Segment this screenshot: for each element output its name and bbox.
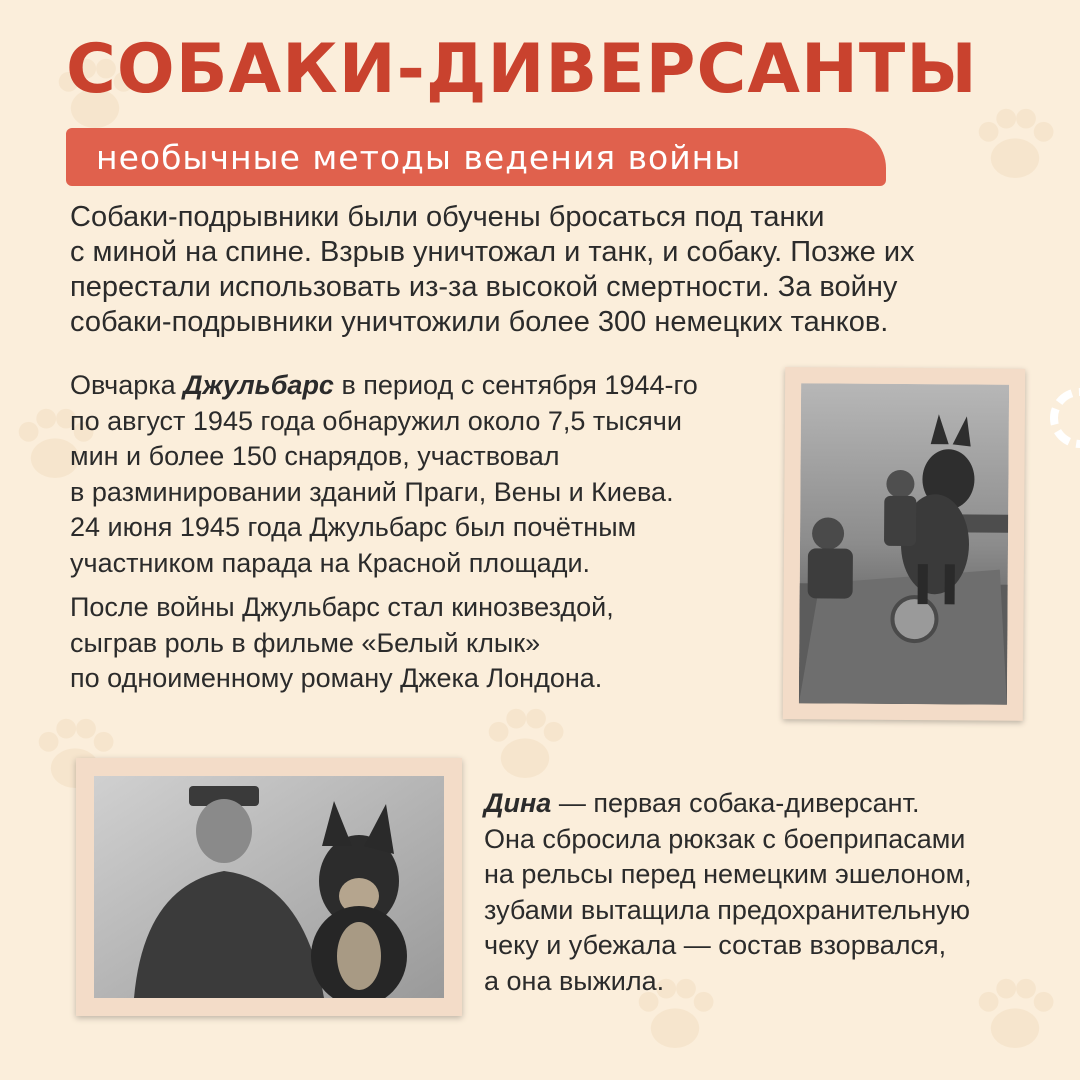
subtitle-banner (66, 128, 886, 186)
text-span: Овчарка (70, 370, 184, 400)
photo-dina-with-soldier (76, 758, 462, 1016)
dina-line: зубами вытащила предохранительную (484, 894, 970, 925)
paw-print-icon (470, 690, 580, 800)
dzhulbars-line: 24 июня 1945 года Джульбарс был почётным (70, 512, 637, 542)
photo-dzhulbars-on-tank (783, 367, 1025, 721)
after-war-line: После войны Джульбарс стал кинозвездой, (70, 592, 614, 622)
photo-image (94, 776, 444, 998)
dina-line: чеку и убежала — состав взорвался, (484, 930, 947, 960)
dina-line (484, 786, 1064, 822)
dzhulbars-paragraph (70, 368, 790, 581)
logo-badge (1050, 388, 1080, 448)
after-war-line: по одноименному роману Джека Лондона. (70, 663, 603, 693)
after-war-line: сыграв роль в фильме «Белый клык» (70, 627, 541, 658)
intro-line: с миной на спине. Взрыв уничтожал и танк, и собаку. Позже их (70, 236, 915, 268)
text-span: — первая собака-диверсант. (551, 788, 920, 818)
dzhulbars-line: участником парада на Красной площади. (70, 547, 591, 578)
dina-line: на рельсы перед немецким эшелоном, (484, 859, 972, 889)
dog-name-dina: Дина (484, 788, 552, 818)
subtitle: необычные методы ведения войны (96, 138, 742, 177)
photo-image (799, 383, 1009, 704)
page-title: СОБАКИ-ДИВЕРСАНТЫ (66, 30, 978, 109)
dina-line: а она выжила. (484, 965, 665, 996)
dina-line: Она сбросила рюкзак с боеприпасами (484, 823, 966, 854)
dina-paragraph (484, 786, 1064, 999)
dog-name-dzhulbars: Джульбарс (183, 370, 334, 400)
intro-line: собаки-подрывники уничтожили более 300 немецких танков. (70, 306, 889, 338)
after-war-paragraph (70, 590, 790, 697)
intro-line: перестали использовать из-за высокой смертности. За войну (70, 271, 898, 303)
dzhulbars-line: в разминировании зданий Праги, Вены и Киева. (70, 476, 674, 507)
dzhulbars-line (70, 368, 790, 404)
dzhulbars-line: по август 1945 года обнаружил около 7,5 тысячи (70, 405, 682, 436)
intro-line: Собаки-подрывники были обучены бросаться под танки (70, 201, 825, 233)
text-span: в период с сентября 1944-го (333, 370, 698, 400)
intro-paragraph (70, 200, 1060, 340)
dzhulbars-line: мин и более 150 снарядов, участвовал (70, 441, 560, 471)
